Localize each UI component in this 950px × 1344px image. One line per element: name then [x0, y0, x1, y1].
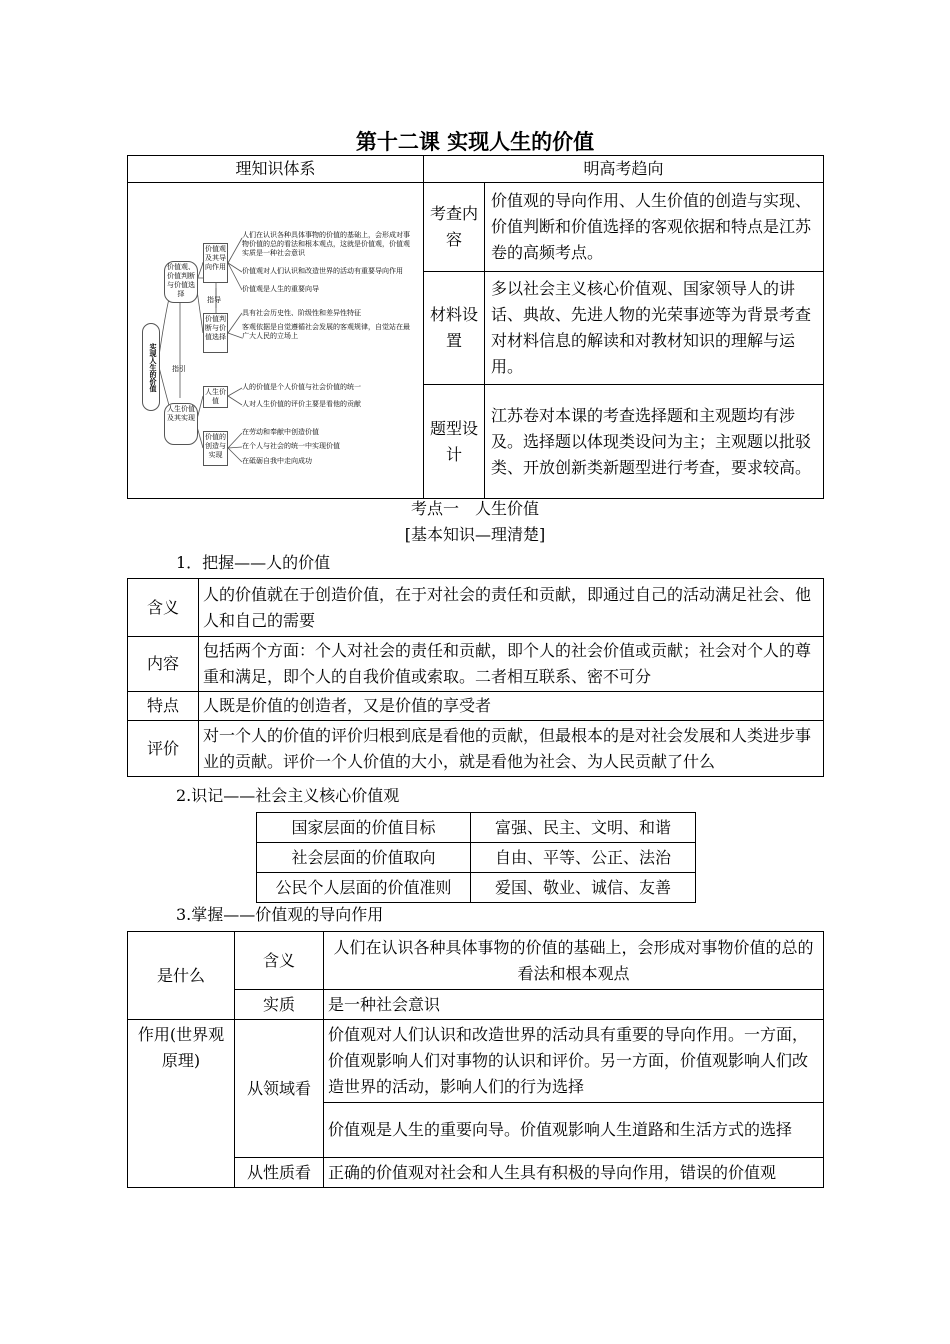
core-values-table [256, 812, 696, 903]
item1-table [127, 578, 824, 777]
overview-right-header: 明高考趋向 [424, 156, 824, 183]
mindmap-cell [128, 183, 424, 499]
overview-label-1: 考查内容 [424, 183, 485, 272]
section-subheading: [基本知识—理清楚] [404, 525, 546, 544]
core-values-text-2: 自由、平等、公正、法治 [471, 843, 696, 873]
item1-text-4: 对一个人的价值的评价归根到底是看他的贡献，但最根本的是对社会发展和人类进步事业的贡献。评价一个人价值的大小，就是看他为社会、为人民贡献了什么 [199, 721, 824, 777]
item1-text-2: 包括两个方面：个人对社会的责任和贡献，即个人的社会价值或贡献；社会对个人的尊重和满足，即个人的自我价值或索取。二者相互联系、密不可分 [199, 637, 824, 692]
item1-heading: 1．把握——人的价值 [176, 553, 331, 572]
mindmap-leaf-8: 在劳动和奉献中创造价值 [242, 428, 319, 436]
item1-label-4: 评价 [128, 721, 199, 777]
item3-domain-text-1: 价值观对人们认识和改造世界的活动具有重要的导向作用。一方面，价值观影响人们对事物的认识和评价。另一方面，价值观影响人们改造世界的活动，影响人们的行为选择 [324, 1020, 824, 1103]
overview-text-2: 多以社会主义核心价值观、国家领导人的讲话、典故、先进人物的光荣事迹等为背景考查对材料信息的解读和对教材知识的理解与运用。 [485, 271, 824, 385]
mindmap-branch-1: 价值观、价值判断与价值选择 [164, 261, 198, 303]
mindmap-leaf-10: 在砥砺自我中走向成功 [242, 457, 312, 465]
mindmap-leaf-5: 客观依据是自觉遵循社会发展的客观规律，自觉站在最广大人民的立场上 [242, 323, 410, 340]
item1-text-3: 人既是价值的创造者，又是价值的享受者 [199, 692, 824, 721]
overview-text-3: 江苏卷对本课的考查选择题和主观题均有涉及。选择题以体现类设问为主；主观题以批驳类、开放创新类新题型进行考查，要求较高。 [485, 385, 824, 499]
item3-meaning-text: 人们在认识各种具体事物的价值的基础上，会形成对事物价值的总的看法和根本观点 [324, 932, 824, 990]
core-values-text-3: 爱国、敬业、诚信、友善 [471, 873, 696, 903]
item3-heading: 3.掌握——价值观的导向作用 [176, 905, 384, 924]
mindmap-leaf-2: 价值观对人们认识和改造世界的活动有重要导向作用 [242, 267, 403, 275]
item3-nature-text: 正确的价值观对社会和人生具有积极的导向作用，错误的价值观 [324, 1158, 824, 1188]
mindmap-leaf-7: 人对人生价值的评价主要是看他的贡献 [242, 400, 361, 408]
mindmap-node-3: 人生价值 [203, 386, 228, 408]
overview-left-header: 理知识体系 [128, 156, 424, 183]
item1-label-3: 特点 [128, 692, 199, 721]
item3-role: 作用(世界观原理) [128, 1020, 235, 1188]
item3-what: 是什么 [128, 932, 235, 1020]
item1-label-1: 含义 [128, 579, 199, 637]
mindmap-link-2: 指导 [207, 296, 221, 304]
section-heading: 考点一 人生价值 [410, 499, 539, 518]
item3-domain-label: 从领域看 [235, 1020, 324, 1158]
core-values-label-1: 国家层面的价值目标 [257, 813, 471, 843]
core-values-text-1: 富强、民主、文明、和谐 [471, 813, 696, 843]
item3-nature-label: 从性质看 [235, 1158, 324, 1188]
item1-text-1: 人的价值就在于创造价值，在于对社会的责任和贡献，即通过自己的活动满足社会、他人和自己的需要 [199, 579, 824, 637]
item2-heading: 2.识记——社会主义核心价值观 [176, 786, 400, 805]
core-values-label-2: 社会层面的价值取向 [257, 843, 471, 873]
overview-label-2: 材料设置 [424, 271, 485, 385]
mindmap-leaf-4: 具有社会历史性、阶级性和差异性特征 [242, 309, 361, 317]
mindmap-node-1: 价值观及其导向作用 [203, 243, 228, 283]
item1-label-2: 内容 [128, 637, 199, 692]
mindmap [128, 183, 415, 498]
mindmap-leaf-3: 价值观是人生的重要向导 [242, 285, 319, 293]
mindmap-leaf-9: 在个人与社会的统一中实现价值 [242, 442, 340, 450]
mindmap-node-4: 价值的创造与实现 [203, 431, 228, 466]
item3-essence-label: 实质 [235, 990, 324, 1020]
mindmap-leaf-6: 人的价值是个人价值与社会价值的统一 [242, 383, 361, 391]
mindmap-branch-2: 人生价值及其实现 [164, 403, 198, 445]
overview-label-3: 题型设计 [424, 385, 485, 499]
mindmap-node-2: 价值判断与价值选择 [203, 313, 228, 353]
mindmap-root: 实现人生的价值 [142, 323, 160, 411]
page-title: 第十二课 实现人生的价值 [355, 130, 595, 154]
mindmap-link-1: 指引 [172, 365, 186, 373]
item3-essence-text: 是一种社会意识 [324, 990, 824, 1020]
overview-text-1: 价值观的导向作用、人生价值的创造与实现、价值判断和价值选择的客观依据和特点是江苏卷的高频考点。 [485, 183, 824, 272]
core-values-label-3: 公民个人层面的价值准则 [257, 873, 471, 903]
item3-table [127, 931, 824, 1188]
item3-domain-text-2: 价值观是人生的重要向导。价值观影响人生道路和生活方式的选择 [324, 1103, 824, 1158]
item3-meaning-label: 含义 [235, 932, 324, 990]
mindmap-leaf-1: 人们在认识各种具体事物的价值的基础上，会形成对事物价值的总的看法和根本观点，这就是价值观，价值观实质是一种社会意识 [242, 231, 410, 257]
overview-table [127, 155, 824, 499]
